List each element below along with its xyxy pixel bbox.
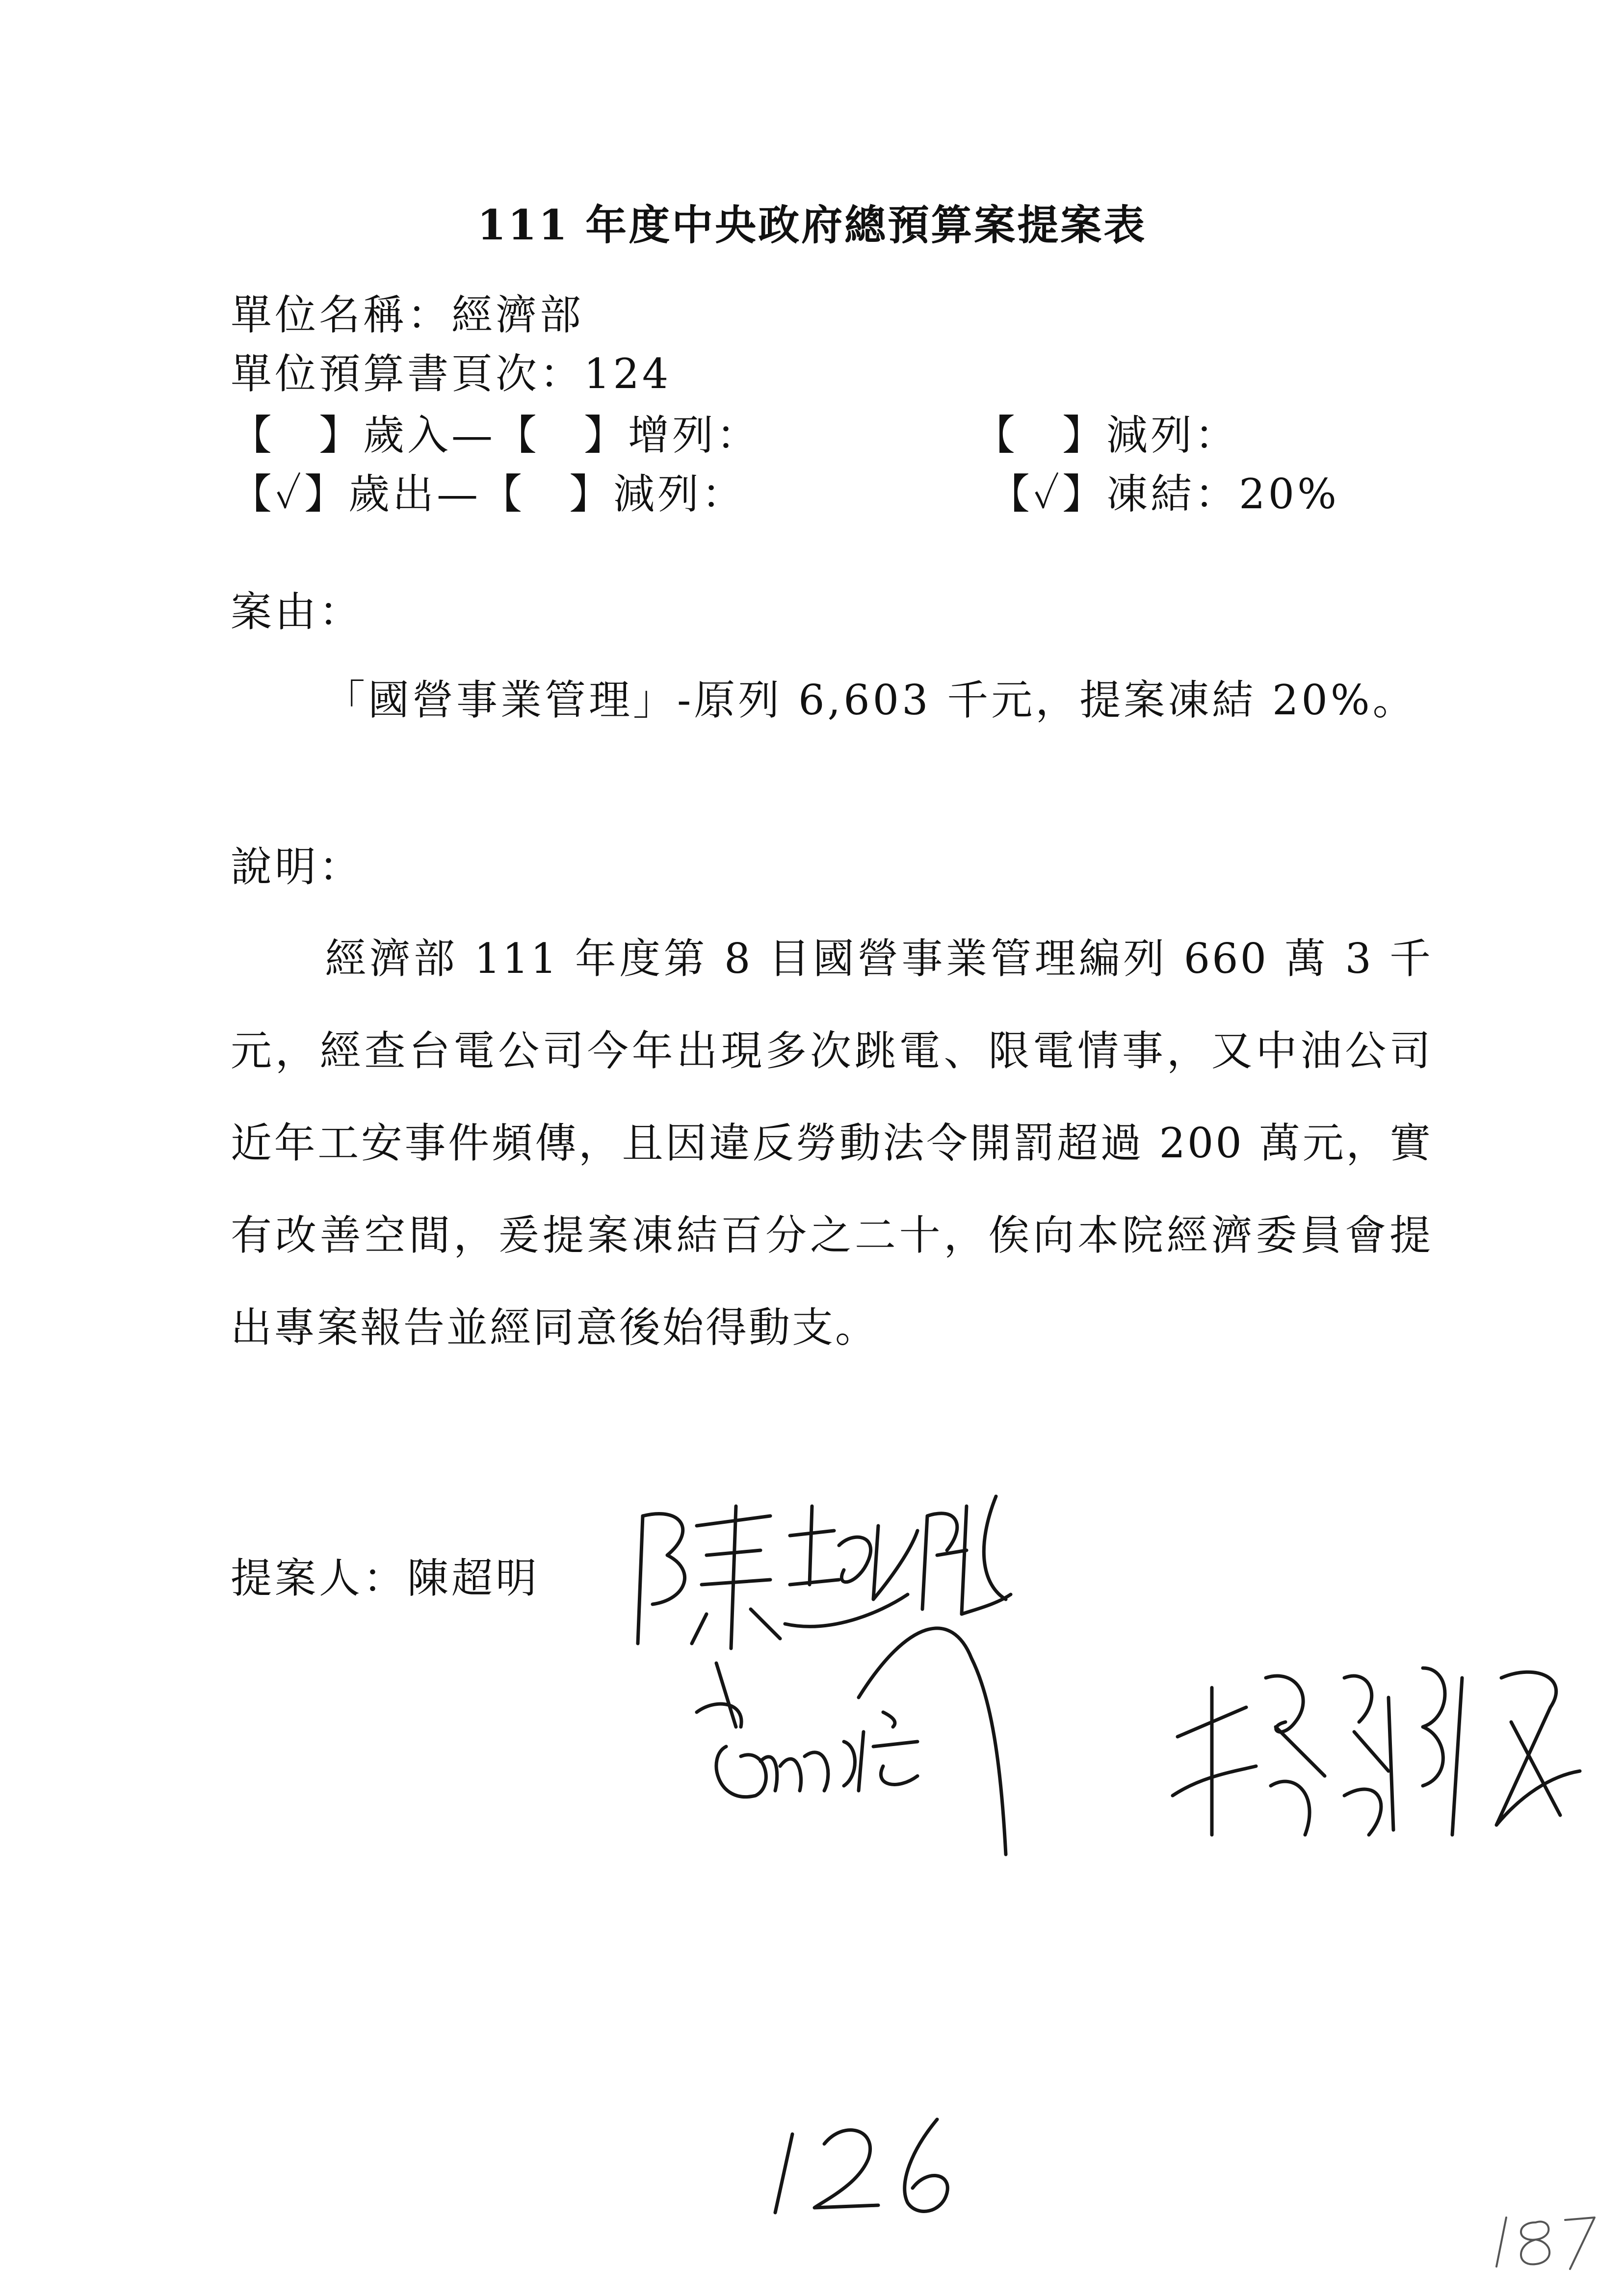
unit-name-value: 經濟部 — [451, 291, 584, 339]
expenditure-reduce-option: 【✓】歲出—【 】減列： — [231, 470, 746, 518]
case-label: 案由： — [231, 588, 364, 636]
freeze-option: 【✓】凍結：20% — [989, 470, 1339, 518]
revenue-increase-option: 【 】歲入—【 】增列： — [231, 411, 761, 459]
explain-text: 經濟部 111 年度第 8 目國營事業管理編列 660 萬 3 千元，經查台電公司今年出現多次跳電、限電情事，又中油公司近年工安事件頻傳，且因違反勞動法令開罰超過 200 萬元，實有改善空間，爰提案凍結百分之二十，俟向本院經濟委員會提出專案報告並經同意後始得動支。 — [231, 935, 1433, 1352]
handwritten-signature-2 — [687, 1599, 1079, 1854]
proposer-row — [231, 1545, 540, 1605]
page-title: 111 年度中央政府總預算案提案表 — [477, 201, 1147, 249]
page-ref-value: 124 — [584, 350, 672, 398]
page-ref-label: 單位預算書頁次： — [231, 350, 584, 398]
explain-paragraph — [231, 913, 1433, 1374]
explain-label: 說明： — [231, 843, 364, 891]
proposer-label: 提案人： — [231, 1554, 408, 1602]
corner-number — [1487, 2208, 1604, 2276]
proposer-name: 陳超明 — [407, 1554, 540, 1602]
handwritten-page-number — [765, 2110, 971, 2227]
page-ref-row — [231, 341, 671, 400]
case-text: 「國營事業管理」-原列 6,603 千元，提案凍結 20%。 — [324, 676, 1417, 724]
unit-name-label: 單位名稱： — [231, 291, 452, 339]
unit-name-row — [231, 282, 584, 341]
handwritten-signature-3 — [1158, 1648, 1599, 1854]
reduce-option: 【 】減列： — [974, 411, 1239, 459]
